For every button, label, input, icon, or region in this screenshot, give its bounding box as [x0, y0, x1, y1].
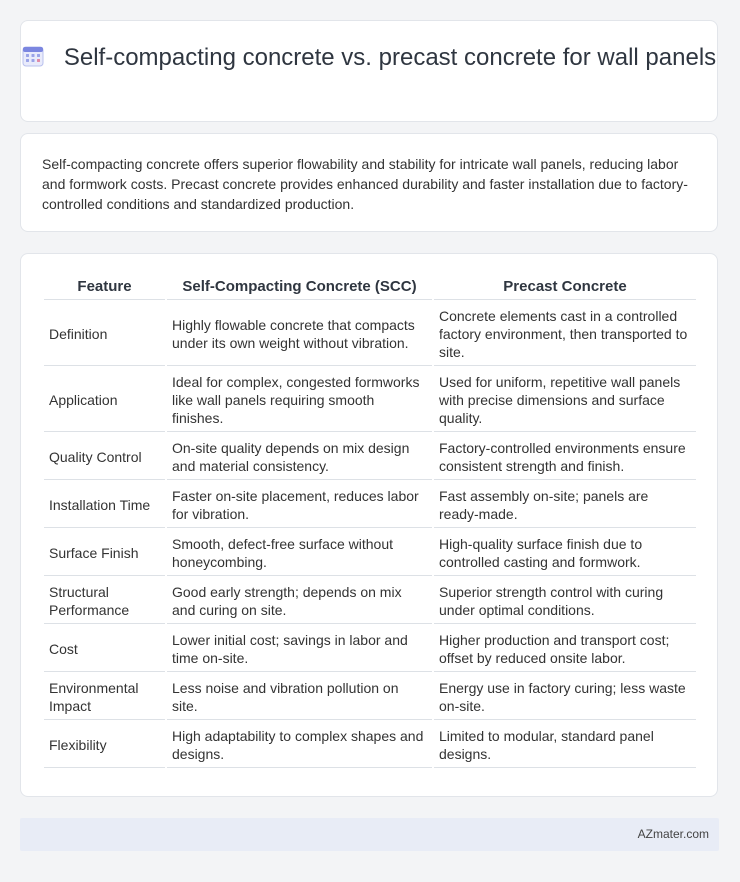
row-scc: Smooth, defect-free surface without honeycombing.: [167, 528, 432, 576]
table-card: [20, 253, 718, 797]
table-row: [44, 720, 696, 768]
table-row: [44, 480, 696, 528]
summary-text: Self-compacting concrete offers superior flowability and stability for intricate wall panels, reducing labor and formwork costs. Precast concrete provides enhanced durability and faster installation due to factory-controlled conditions and standardized production.: [42, 156, 688, 212]
row-scc: Good early strength; depends on mix and curing on site.: [167, 576, 432, 624]
calendar-grid-icon: [22, 45, 44, 67]
row-scc: Lower initial cost; savings in labor and time on-site.: [167, 624, 432, 672]
row-scc: High adaptability to complex shapes and designs.: [167, 720, 432, 768]
row-feature: Definition: [44, 300, 165, 366]
row-feature: Quality Control: [44, 432, 165, 480]
row-feature: Structural Performance: [44, 576, 165, 624]
row-precast: Used for uniform, repetitive wall panels with precise dimensions and surface quality.: [434, 366, 696, 432]
table-row: [44, 366, 696, 432]
row-precast: Fast assembly on-site; panels are ready-made.: [434, 480, 696, 528]
row-scc: Less noise and vibration pollution on site.: [167, 672, 432, 720]
row-feature: Flexibility: [44, 720, 165, 768]
row-feature: Cost: [44, 624, 165, 672]
row-precast: Superior strength control with curing under optimal conditions.: [434, 576, 696, 624]
row-precast: Factory-controlled environments ensure consistent strength and finish.: [434, 432, 696, 480]
row-feature: Surface Finish: [44, 528, 165, 576]
title-card: [20, 20, 718, 122]
row-scc: Ideal for complex, congested formworks like wall panels requiring smooth finishes.: [167, 366, 432, 432]
footer-brand: AZmater.com: [637, 827, 709, 841]
table-row: [44, 576, 696, 624]
table-header-row: [44, 274, 696, 300]
row-feature: Environmental Impact: [44, 672, 165, 720]
row-feature: Installation Time: [44, 480, 165, 528]
table-row: [44, 528, 696, 576]
page-title: Self-compacting concrete vs. precast concrete for wall panels: [63, 44, 717, 71]
row-scc: Faster on-site placement, reduces labor for vibration.: [167, 480, 432, 528]
footer-bar: [20, 818, 719, 851]
table-row: [44, 624, 696, 672]
row-scc: On-site quality depends on mix design and material consistency.: [167, 432, 432, 480]
row-precast: Limited to modular, standard panel designs.: [434, 720, 696, 768]
summary-card: [20, 133, 718, 232]
table-row: [44, 300, 696, 366]
table-row: [44, 672, 696, 720]
header-feature: Feature: [44, 274, 165, 300]
header-scc: Self-Compacting Concrete (SCC): [167, 274, 432, 300]
title-wrap: [21, 43, 717, 73]
header-precast: Precast Concrete: [434, 274, 696, 300]
comparison-table: [42, 274, 698, 768]
row-precast: Concrete elements cast in a controlled factory environment, then transported to site.: [434, 300, 696, 366]
table-row: [44, 432, 696, 480]
row-feature: Application: [44, 366, 165, 432]
row-precast: High-quality surface finish due to controlled casting and formwork.: [434, 528, 696, 576]
row-precast: Energy use in factory curing; less waste on-site.: [434, 672, 696, 720]
row-precast: Higher production and transport cost; offset by reduced onsite labor.: [434, 624, 696, 672]
row-scc: Highly flowable concrete that compacts under its own weight without vibration.: [167, 300, 432, 366]
